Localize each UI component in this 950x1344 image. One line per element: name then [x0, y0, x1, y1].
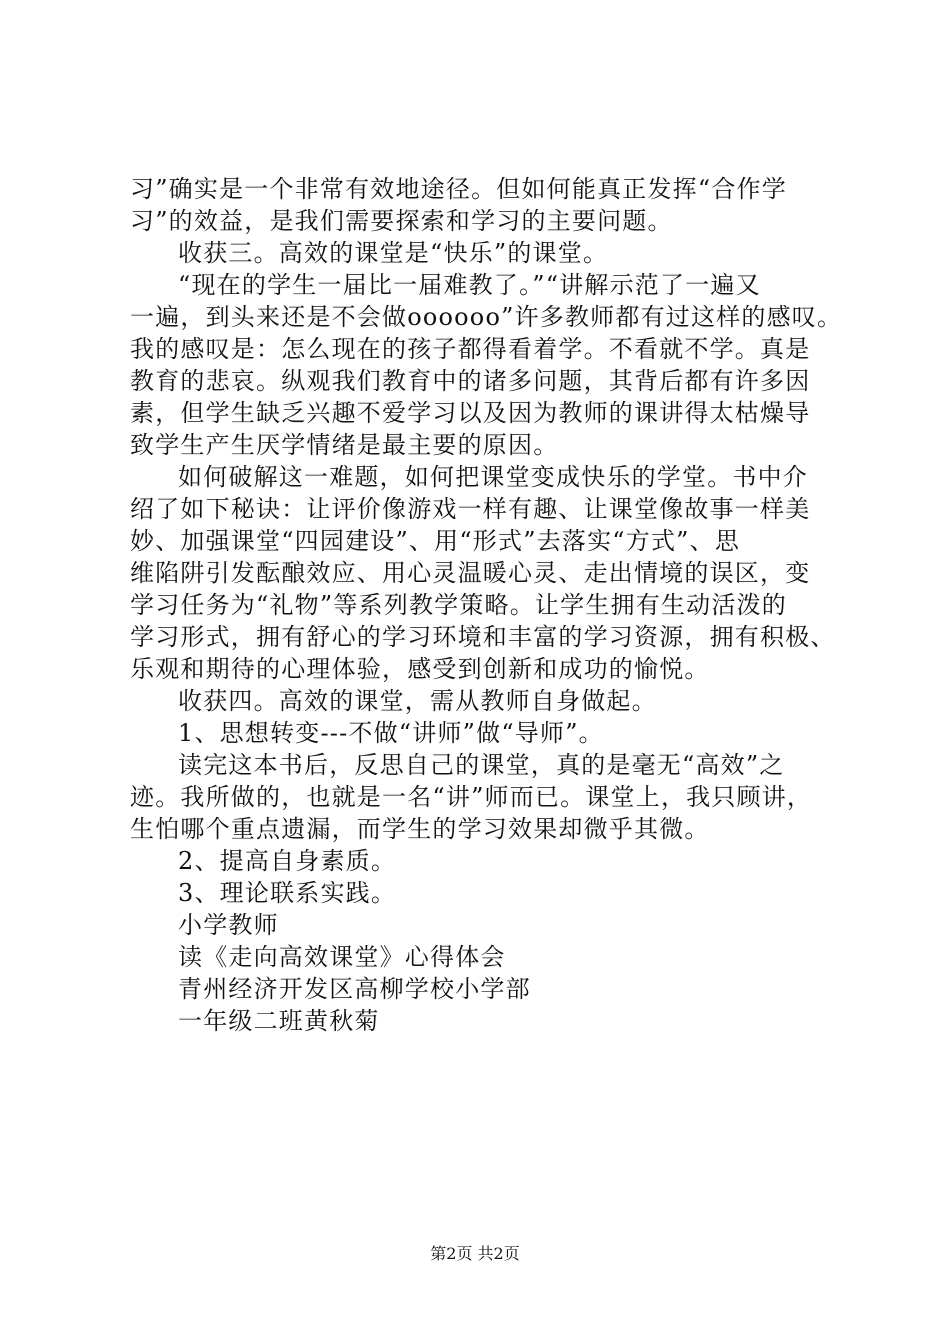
text-line: 绍了如下秘诀：让评价像游戏一样有趣、让课堂像故事一样美 — [130, 495, 811, 523]
author-class-name: 一年级二班黄秋菊 — [178, 1007, 380, 1035]
text-line: 教育的悲哀。纵观我们教育中的诸多问题，其背后都有许多因 — [130, 367, 811, 395]
text-line: 1、思想转变---不做“讲师”做“导师”。 — [178, 719, 604, 747]
text-line: 学习任务为“礼物”等系列教学策略。让学生拥有生动活泼的 — [130, 591, 787, 619]
text-line: 学习形式，拥有舒心的学习环境和丰富的学习资源，拥有积极、 — [130, 623, 836, 651]
document-title: 读《走向高效课堂》心得体会 — [178, 943, 506, 971]
text-line: 如何破解这一难题，如何把课堂变成快乐的学堂。书中介 — [178, 463, 808, 491]
text-line: 素，但学生缺乏兴趣不爱学习以及因为教师的课讲得太枯燥导 — [130, 399, 811, 427]
author-school: 青州经济开发区高柳学校小学部 — [178, 975, 531, 1003]
text-line: 习”确实是一个非常有效地途径。但如何能真正发挥“合作学 — [130, 175, 787, 203]
page-number-footer: 第2页 共2页 — [430, 1244, 520, 1263]
text-line: 收获三。高效的课堂是“快乐”的课堂。 — [178, 239, 609, 267]
text-line: 生怕哪个重点遗漏，而学生的学习效果却微乎其微。 — [130, 815, 710, 843]
text-line: 我的感叹是：怎么现在的孩子都得看着学。不看就不学。真是 — [130, 335, 811, 363]
text-line: 一遍，到头来还是不会做oooooo”许多教师都有过这样的感叹。 — [130, 303, 843, 331]
text-line: 读完这本书后，反思自己的课堂，真的是毫无“高效”之 — [178, 751, 785, 779]
text-line: 收获四。高效的课堂，需从教师自身做起。 — [178, 687, 657, 715]
text-line: 妙、加强课堂“四园建设”、用“形式”去落实“方式”、思 — [130, 527, 741, 555]
text-line: 2、提高自身素质。 — [178, 847, 397, 875]
text-line: 致学生产生厌学情绪是最主要的原因。 — [130, 431, 559, 459]
text-line: 习”的效益，是我们需要探索和学习的主要问题。 — [130, 207, 673, 235]
text-line: 乐观和期待的心理体验，感受到创新和成功的愉悦。 — [130, 655, 710, 683]
text-line: 迹。我所做的，也就是一名“讲”师而已。课堂上，我只顾讲， — [130, 783, 813, 811]
text-line: “现在的学生一届比一届难教了。”“讲解示范了一遍又 — [178, 271, 761, 299]
document-body — [130, 173, 850, 1037]
text-line: 3、理论联系实践。 — [178, 879, 397, 907]
text-line: 维陷阱引发酝酿效应、用心灵温暖心灵、走出情境的误区，变 — [130, 559, 811, 587]
author-role: 小学教师 — [178, 911, 279, 939]
